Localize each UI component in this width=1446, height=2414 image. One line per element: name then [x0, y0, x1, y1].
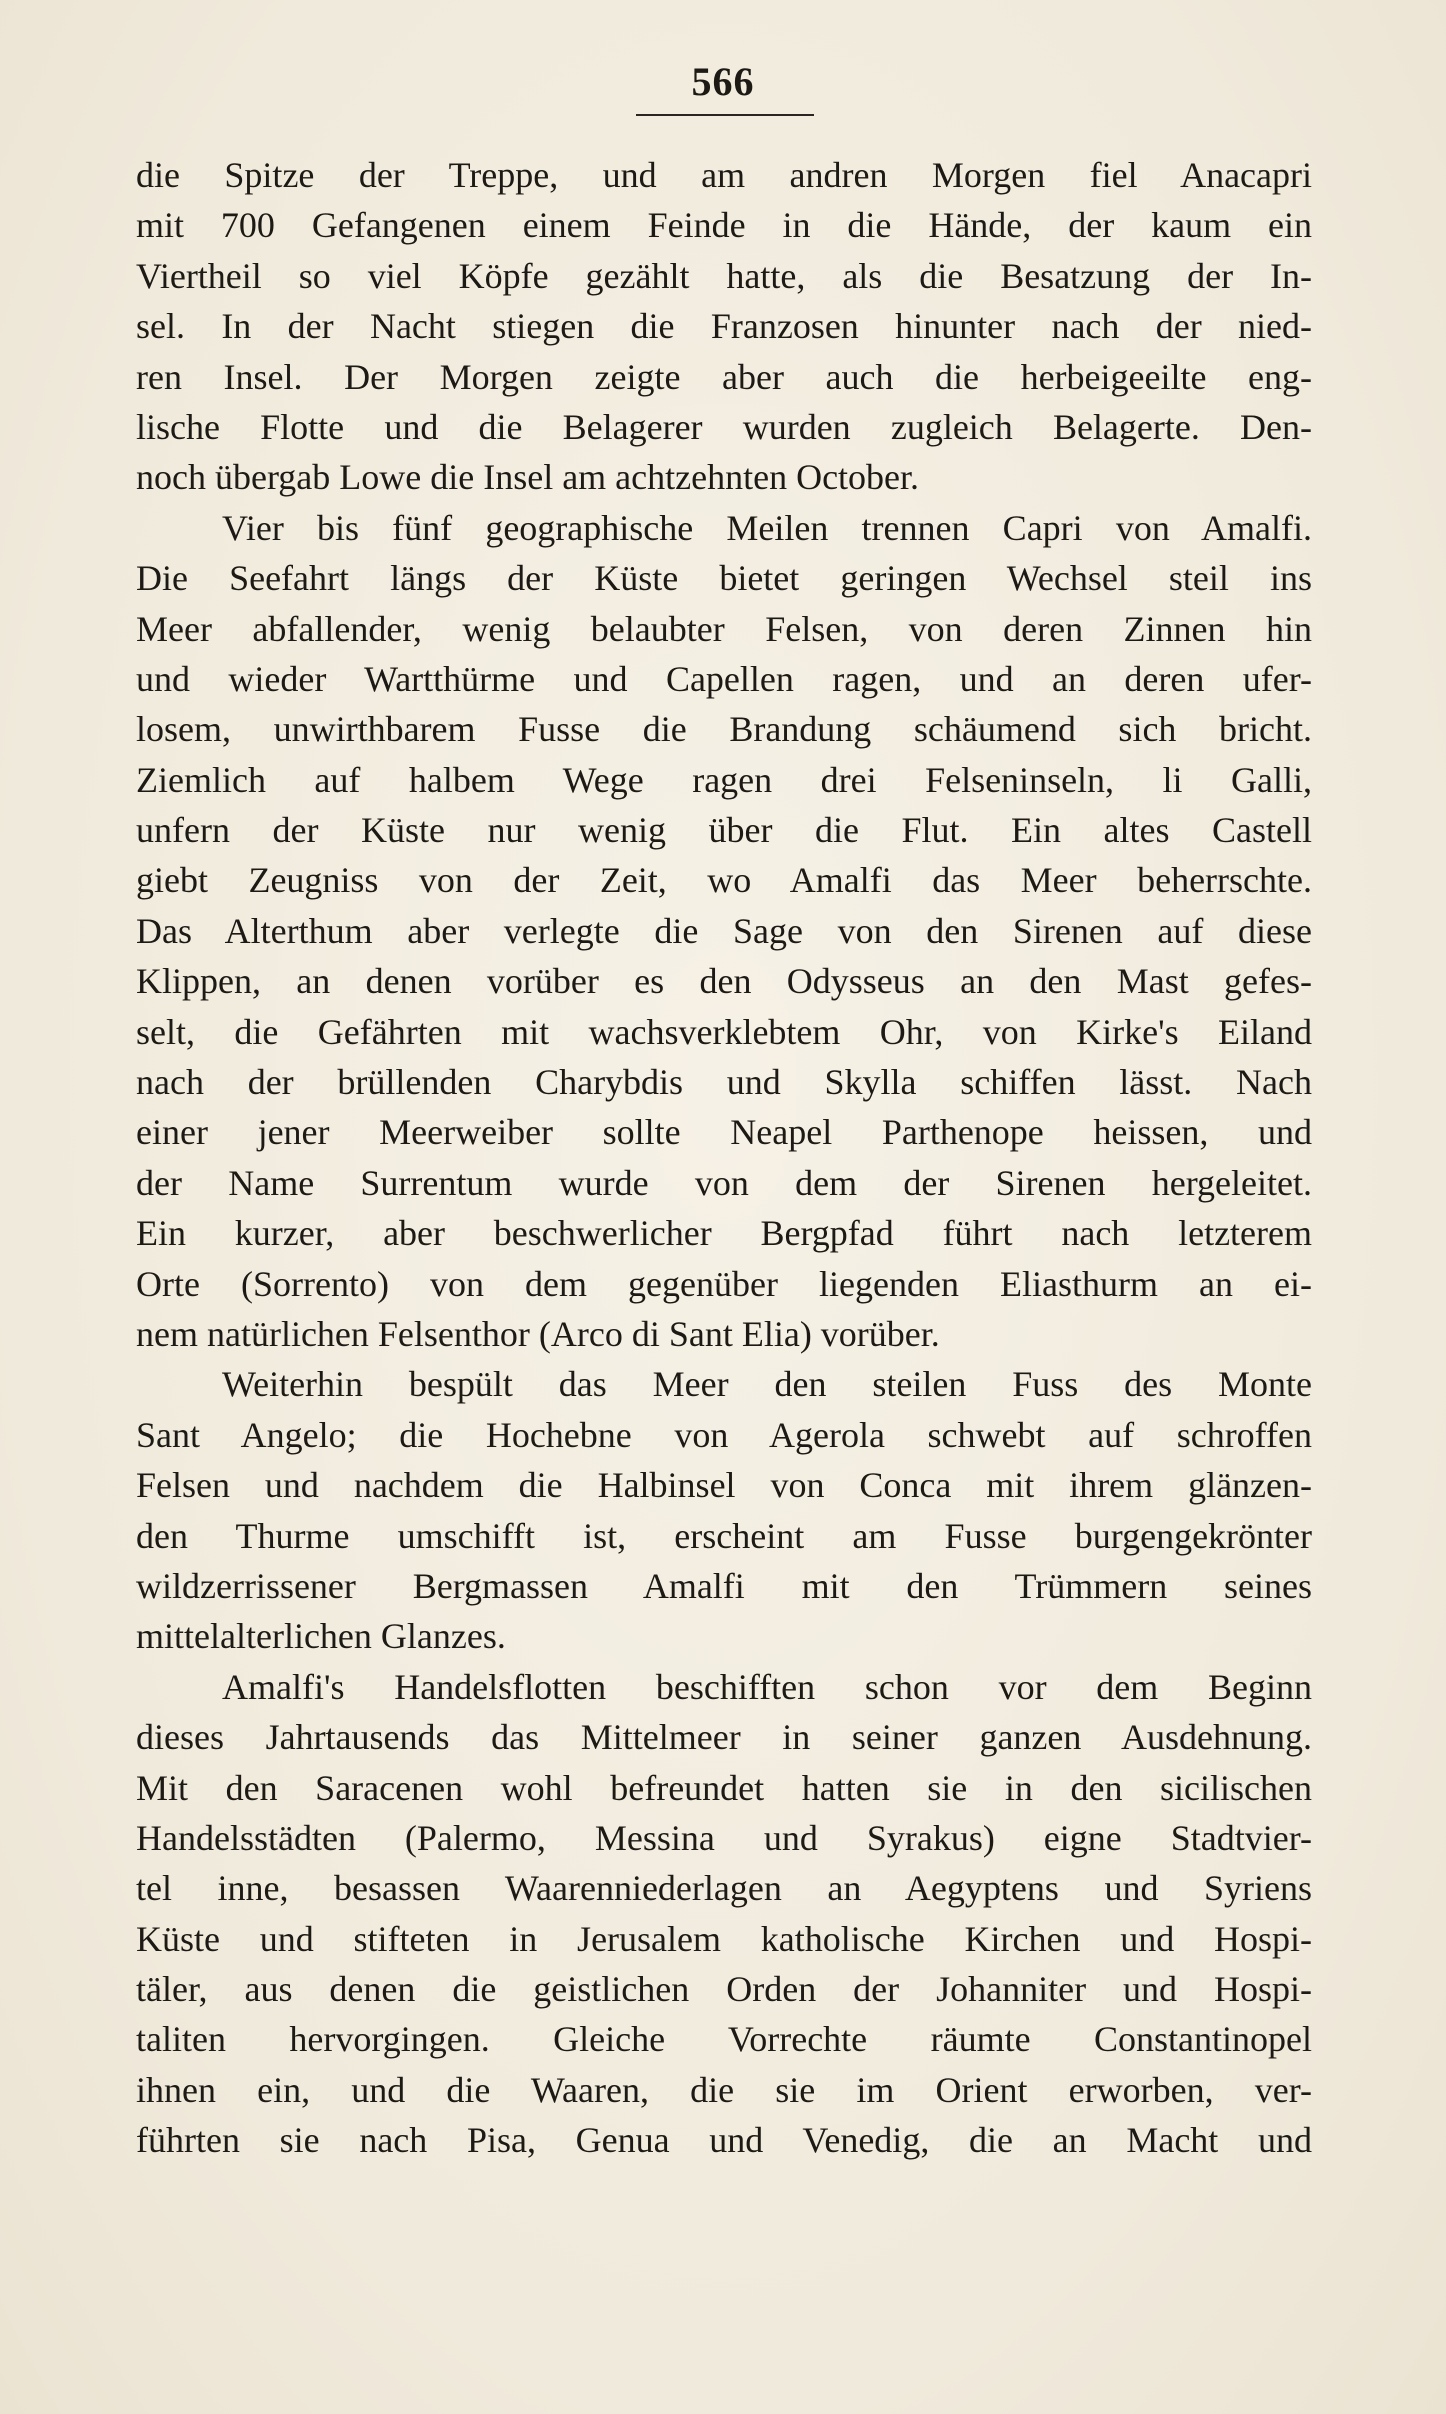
text-line: selt, die Gefährten mit wachsverklebtem Ohr, von Kirke's Eiland: [136, 1011, 1312, 1052]
text-line: den Thurme umschifft ist, erscheint am Fusse burgengekrönter: [136, 1515, 1312, 1556]
body-text: [136, 150, 1312, 2166]
text-line: Meer abfallender, wenig belaubter Felsen, von deren Zinnen hin: [136, 608, 1312, 649]
text-line: Felsen und nachdem die Halbinsel von Conca mit ihrem glänzen-: [136, 1465, 1312, 1506]
text-line: unfern der Küste nur wenig über die Flut. Ein altes Castell: [136, 810, 1312, 851]
text-line: die Spitze der Treppe, und am andren Morgen fiel Anacapri: [136, 155, 1312, 195]
text-line: losem, unwirthbarem Fusse die Brandung schäumend sich bricht.: [136, 709, 1312, 750]
text-line: der Name Surrentum wurde von dem der Sirenen hergeleitet.: [136, 1162, 1312, 1203]
paragraph: [136, 150, 1312, 503]
page-number: 566: [691, 59, 755, 104]
text-line: Die Seefahrt längs der Küste bietet geringen Wechsel steil ins: [136, 558, 1312, 599]
text-line: Ein kurzer, aber beschwerlicher Bergpfad führt nach letzterem: [136, 1213, 1312, 1254]
text-line: Das Alterthum aber verlegte die Sage von den Sirenen auf diese: [136, 910, 1312, 951]
text-line: mit 700 Gefangenen einem Feinde in die Hände, der kaum ein: [136, 205, 1312, 246]
text-line: nem natürlichen Felsenthor (Arco di Sant Elia) vorüber.: [136, 1313, 940, 1354]
paragraph: [136, 1359, 1312, 1661]
text-line: Sant Angelo; die Hochebne von Agerola schwebt auf schroffen: [136, 1414, 1312, 1455]
text-line: Küste und stifteten in Jerusalem katholische Kirchen und Hospi-: [136, 1918, 1312, 1959]
text-line: ihnen ein, und die Waaren, die sie im Orient erworben, ver-: [136, 2069, 1312, 2110]
text-line: Klippen, an denen vorüber es den Odysseus an den Mast gefes-: [136, 961, 1312, 1002]
text-line: Ziemlich auf halbem Wege ragen drei Felseninseln, li Galli,: [136, 759, 1312, 800]
text-line: täler, aus denen die geistlichen Orden der Johanniter und Hospi-: [136, 1969, 1312, 2010]
text-line: und wieder Wartthürme und Capellen ragen, und an deren ufer-: [136, 658, 1312, 699]
header-rule: [636, 114, 814, 116]
text-line: lische Flotte und die Belagerer wurden zugleich Belagerte. Den-: [136, 406, 1312, 447]
text-line: Viertheil so viel Köpfe gezählt hatte, als die Besatzung der In-: [136, 255, 1312, 296]
text-line: ren Insel. Der Morgen zeigte aber auch die herbeigeeilte eng-: [136, 356, 1312, 397]
text-line: führten sie nach Pisa, Genua und Venedig, die an Macht und: [136, 2120, 1312, 2161]
text-line: dieses Jahrtausends das Mittelmeer in seiner ganzen Ausdehnung.: [136, 1717, 1312, 1758]
text-line: giebt Zeugniss von der Zeit, wo Amalfi das Meer beherrschte.: [136, 860, 1312, 901]
text-line: einer jener Meerweiber sollte Neapel Parthenope heissen, und: [136, 1112, 1312, 1153]
text-line: nach der brüllenden Charybdis und Skylla schiffen lässt. Nach: [136, 1062, 1312, 1103]
text-line: mittelalterlichen Glanzes.: [136, 1616, 506, 1657]
text-line: Mit den Saracenen wohl befreundet hatten sie in den sicilischen: [136, 1767, 1312, 1808]
text-line: Amalfi's Handelsflotten beschifften schon vor dem Beginn: [222, 1666, 1312, 1707]
text-line: Orte (Sorrento) von dem gegenüber liegenden Eliasthurm an ei-: [136, 1263, 1312, 1304]
paragraph: [136, 1662, 1312, 2166]
text-line: wildzerrissener Bergmassen Amalfi mit den Trümmern seines: [136, 1565, 1312, 1606]
text-line: noch übergab Lowe die Insel am achtzehnten October.: [136, 457, 920, 498]
text-line: Weiterhin bespült das Meer den steilen Fuss des Monte: [222, 1364, 1312, 1405]
text-line: tel inne, besassen Waarenniederlagen an Aegyptens und Syriens: [136, 1868, 1312, 1909]
paragraph: [136, 503, 1312, 1360]
text-line: Vier bis fünf geographische Meilen trennen Capri von Amalfi.: [222, 507, 1312, 548]
text-line: taliten hervorgingen. Gleiche Vorrechte räumte Constantinopel: [136, 2019, 1312, 2060]
text-line: Handelsstädten (Palermo, Messina und Syrakus) eigne Stadtvier-: [136, 1817, 1312, 1858]
text-line: sel. In der Nacht stiegen die Franzosen hinunter nach der nied-: [136, 306, 1312, 347]
